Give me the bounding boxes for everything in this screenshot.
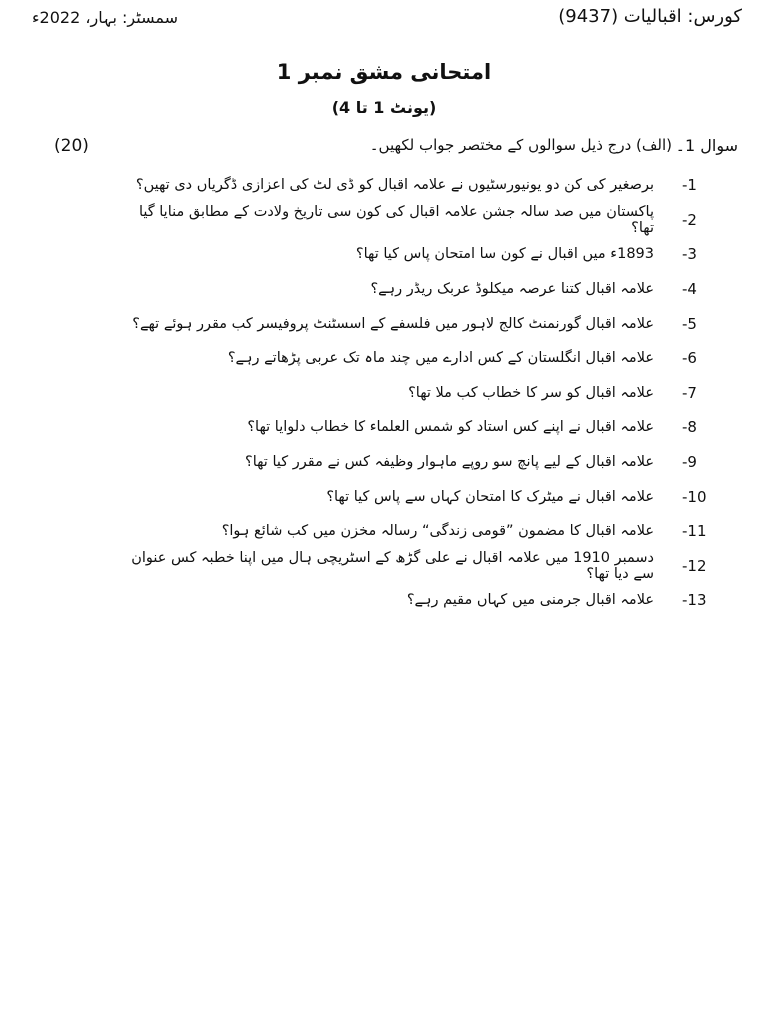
item-text: علامہ اقبال جرمنی میں کہاں مقیم رہے؟ (406, 592, 654, 609)
list-item (118, 549, 738, 584)
question-instruction: (الف) درج ذیل سوالوں کے مختصر جواب لکھیں۔ (369, 136, 672, 154)
item-number: -3 (682, 245, 697, 264)
item-number: -13 (682, 591, 707, 610)
item-number: -8 (682, 418, 697, 437)
item-number: -10 (682, 487, 707, 506)
course-header: کورس: اقبالیات (9437) (558, 6, 742, 27)
item-number: -7 (682, 383, 697, 402)
item-number: -9 (682, 453, 697, 472)
units-subtitle: (یونٹ 1 تا 4) (331, 98, 437, 117)
list-item (118, 514, 738, 549)
item-number: -5 (682, 314, 697, 333)
list-item (118, 479, 738, 514)
list-item (118, 583, 738, 618)
list-item (118, 203, 738, 238)
item-text: علامہ اقبال کا مضمون ”قومی زندگی“ رسالہ مخزن میں کب شائع ہوا؟ (221, 523, 654, 540)
item-text: علامہ اقبال نے میٹرک کا امتحان کہاں سے پاس کیا تھا؟ (326, 488, 654, 505)
semester-header: سمسٹر: بہار، 2022ء (32, 8, 178, 27)
list-item (118, 410, 738, 445)
item-text: علامہ اقبال گورنمنٹ کالج لاہور میں فلسفے کے اسسٹنٹ پروفیسر کب مقرر ہوئے تھے؟ (132, 315, 654, 332)
item-text: 1893ء میں اقبال نے کون سا امتحان پاس کیا تھا؟ (355, 246, 654, 263)
item-number: -1 (682, 176, 697, 195)
item-number: -12 (682, 556, 707, 575)
item-number: -2 (682, 210, 697, 229)
list-item (118, 445, 738, 480)
item-number: -6 (682, 349, 697, 368)
list-item (118, 237, 738, 272)
item-text: پاکستان میں صد سالہ جشن علامہ اقبال کی کون سی تاریخ ولادت کے مطابق منایا گیا تھا؟ (138, 203, 654, 236)
list-item (118, 306, 738, 341)
list-item (118, 341, 738, 376)
list-item (118, 376, 738, 411)
list-item (118, 272, 738, 307)
item-number: -11 (682, 522, 707, 541)
question-label: سوال 1۔ (675, 136, 738, 155)
item-text: برصغیر کی کن دو یونیورسٹیوں نے علامہ اقبال کو ڈی لٹ کی اعزازی ڈگریاں دی تھیں؟ (135, 177, 654, 194)
question-list (118, 168, 738, 618)
item-text: علامہ اقبال نے اپنے کس استاد کو شمس العلماء کا خطاب دلوایا تھا؟ (247, 419, 654, 436)
list-item (118, 168, 738, 203)
item-number: -4 (682, 280, 697, 299)
item-text: علامہ اقبال کو سر کا خطاب کب ملا تھا؟ (408, 384, 654, 401)
item-text: علامہ اقبال کے لیے پانچ سو روپے ماہوار وظیفہ کس نے مقرر کیا تھا؟ (245, 454, 654, 471)
item-text: علامہ اقبال کتنا عرصہ میکلوڈ عربک ریڈر رہے؟ (370, 281, 654, 298)
assignment-title: امتحانی مشق نمبر 1 (276, 60, 492, 84)
item-text: علامہ اقبال انگلستان کے کس ادارے میں چند ماہ تک عربی پڑھاتے رہے؟ (227, 350, 654, 367)
question-marks: (20) (54, 136, 89, 156)
item-text: دسمبر 1910 میں علامہ اقبال نے علی گڑھ کے اسٹریچی ہال میں اپنا خطبہ کس عنوان سے دیا تھا؟ (131, 549, 654, 582)
